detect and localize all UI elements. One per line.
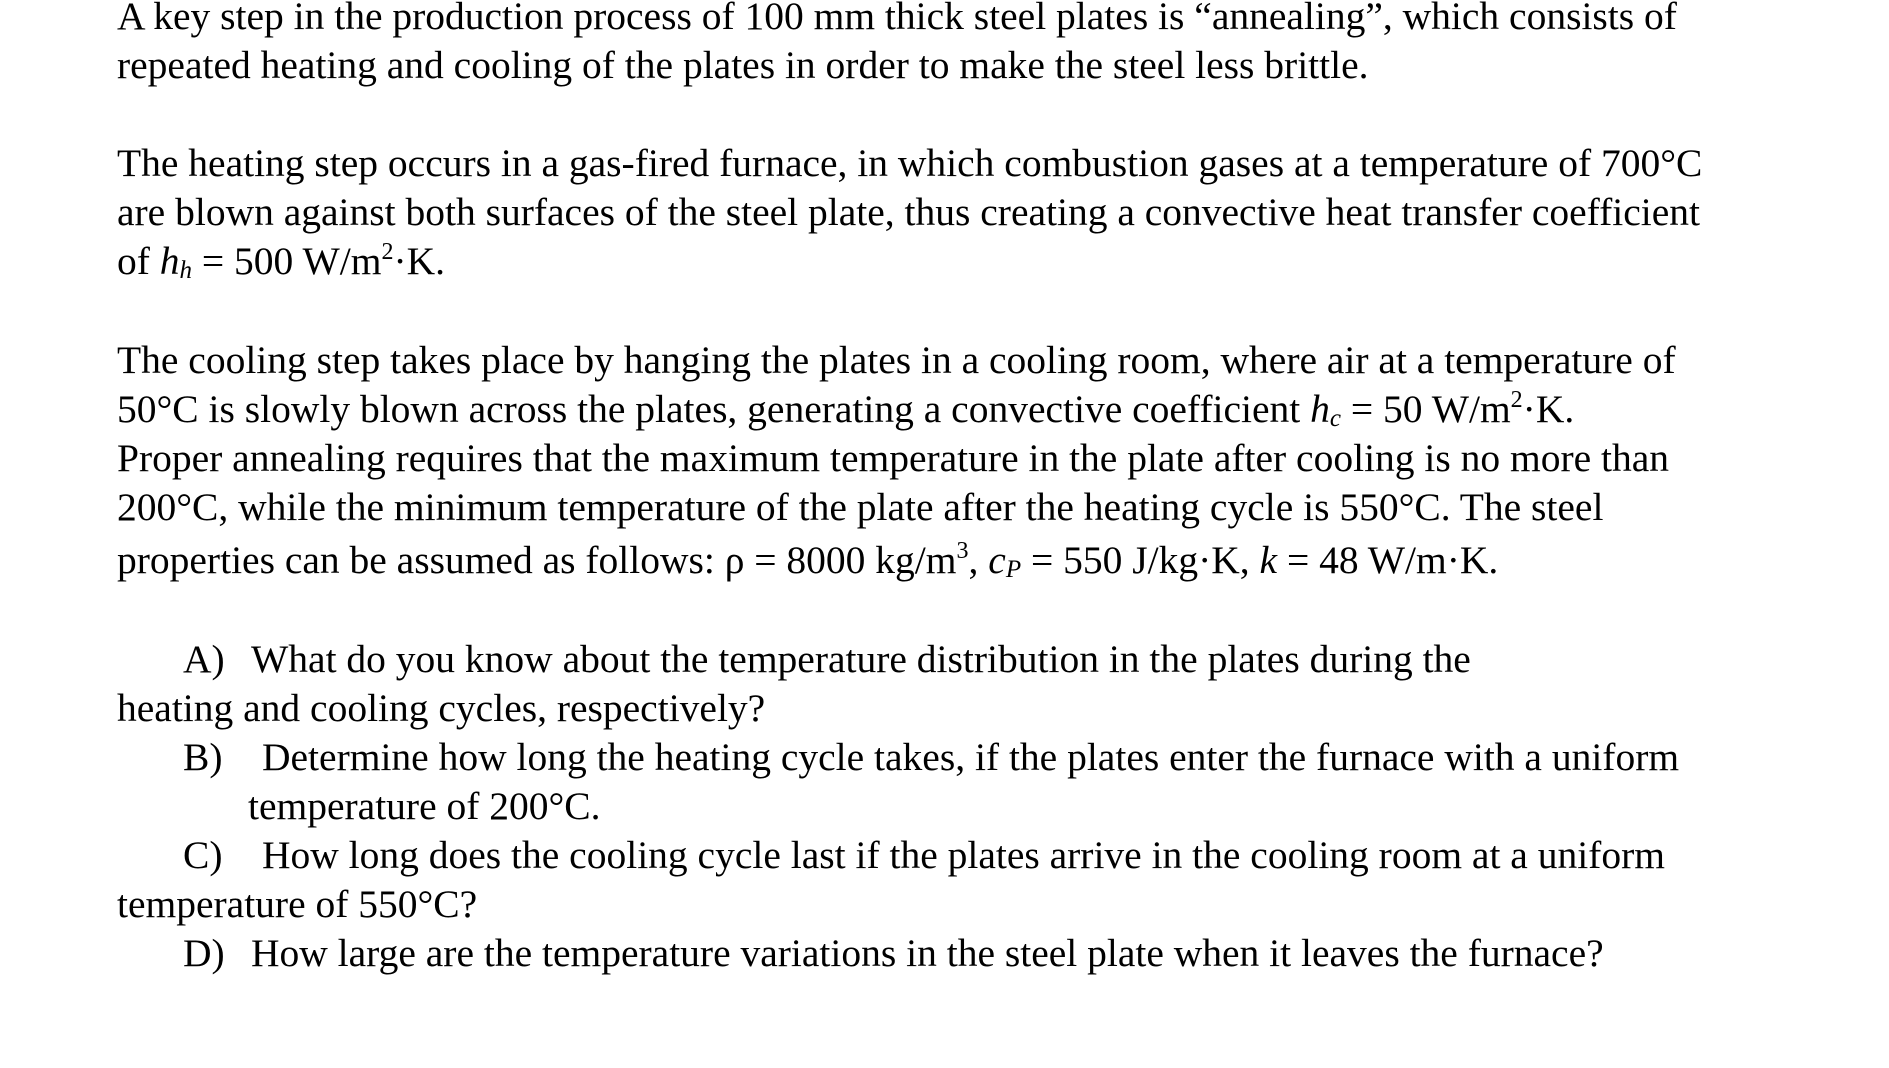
question-a-line-2: heating and cooling cycles, respectively? [117,686,766,730]
cooling-line-3: Proper annealing requires that the maximum temperature in the plate after cooling is no more than [117,436,1670,480]
superscript-3: 3 [956,538,969,564]
heating-line-1: The heating step occurs in a gas-fired furnace, in which combustion gases at a temperature of 700°C [117,141,1703,185]
question-c-line-1: C) How long does the cooling cycle last if the plates arrive in the cooling room at a uniform [183,833,1665,877]
heating-line-3: of hh = 500 $W/m^2\cdot K$. [117,239,446,284]
superscript-2: 2 [381,239,394,265]
subscript-p: P [1005,556,1022,583]
question-b-line-2: temperature of 200°C. [248,784,601,828]
superscript-2: 2 [1510,387,1523,413]
c-symbol: c [988,538,1006,582]
k-symbol: k [1259,538,1278,582]
h-symbol: h [1310,387,1330,431]
intro-line-1: A key step in the production process of 100 mm thick steel plates is “annealing”, which consists of [117,0,1677,38]
cooling-line-4: 200°C, while the minimum temperature of the plate after the heating cycle is 550°C. The steel [117,485,1604,529]
subscript-c: c [1329,405,1341,432]
question-b-line-1: B) Determine how long the heating cycle takes, if the plates enter the furnace with a uniform [183,735,1680,779]
question-c-label: C) [183,833,223,877]
cooling-line-2: 50°C is slowly blown across the plates, generating a convective coefficient hc = 50 $W/m^2\cdot K$. [117,387,1575,432]
question-d-line-1: D) How large are the temperature variations in the steel plate when it leaves the furnace? [183,931,1604,975]
cooling-line-5: properties can be assumed as follows: ρ = 8000 $kg/m^3$, cP = 550 J/kg·K, k = 48 W/m·K. [117,538,1499,583]
question-a-line-1: A) What do you know about the temperature distribution in the plates during the [183,637,1471,681]
question-d-label: D) [183,931,225,975]
h-symbol: h [159,239,180,283]
question-c-line-2: temperature of 550°C? [117,882,478,926]
subscript-h: h [179,257,193,284]
heating-line-2: are blown against both surfaces of the steel plate, thus creating a convective heat transfer coefficient [117,190,1700,234]
question-b-label: B) [183,735,223,779]
cooling-line-1: The cooling step takes place by hanging the plates in a cooling room, where air at a temperature of [117,338,1676,382]
intro-line-2: repeated heating and cooling of the plates in order to make the steel less brittle. [117,43,1369,87]
question-a-label: A) [183,637,225,681]
